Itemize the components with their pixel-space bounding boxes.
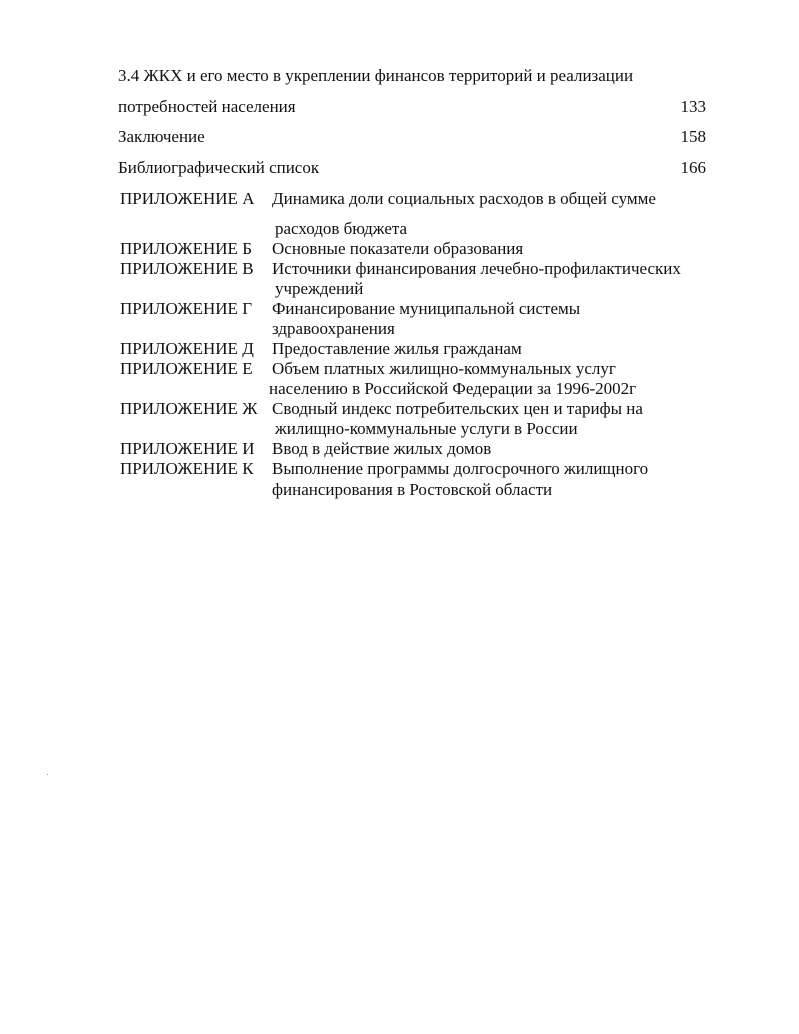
appendix-label: ПРИЛОЖЕНИЕ А — [120, 189, 255, 208]
appendix-title-continued: здравоохранения — [272, 319, 395, 338]
appendix-title-continued: расходов бюджета — [275, 219, 408, 238]
appendix-title: Выполнение программы долгосрочного жилищного — [272, 459, 649, 478]
appendix-title: Источники финансирования лечебно-профилактических — [272, 259, 681, 278]
appendix-label: ПРИЛОЖЕНИЕ И — [120, 439, 255, 458]
appendix-label: ПРИЛОЖЕНИЕ Е — [120, 359, 253, 378]
appendix-title: Ввод в действие жилых домов — [272, 439, 492, 458]
appendix-label: ПРИЛОЖЕНИЕ К — [120, 459, 254, 478]
appendix-title-continued: финансирования в Ростовской области — [272, 480, 553, 499]
toc-entry-bibliography: Библиографический список — [118, 158, 320, 177]
toc-entry-3-4-line1: 3.4 ЖКХ и его место в укреплении финансов территорий и реализации — [118, 66, 634, 85]
scan-speck — [47, 774, 48, 775]
appendix-title: Финансирование муниципальной системы — [272, 299, 581, 318]
toc-page-number: 133 — [680, 97, 706, 116]
appendix-title: Динамика доли социальных расходов в общей сумме — [272, 189, 656, 208]
appendix-label: ПРИЛОЖЕНИЕ Г — [120, 299, 253, 318]
appendix-title-continued: учреждений — [275, 279, 364, 298]
appendix-label: ПРИЛОЖЕНИЕ Б — [120, 239, 252, 258]
appendix-title: Объем платных жилищно-коммунальных услуг — [272, 359, 616, 378]
toc-entry-conclusion: Заключение — [118, 127, 205, 146]
appendix-title-continued: населению в Российской Федерации за 1996-2002г — [269, 379, 637, 398]
appendix-label: ПРИЛОЖЕНИЕ В — [120, 259, 254, 278]
appendix-title-continued: жилищно-коммунальные услуги в России — [275, 419, 578, 438]
appendix-title: Основные показатели образования — [272, 239, 524, 258]
toc-page-number: 166 — [680, 158, 706, 177]
appendix-label: ПРИЛОЖЕНИЕ Д — [120, 339, 254, 358]
appendix-label: ПРИЛОЖЕНИЕ Ж — [120, 399, 258, 418]
appendix-title: Предоставление жилья гражданам — [272, 339, 522, 358]
appendix-title: Сводный индекс потребительских цен и тарифы на — [272, 399, 643, 418]
toc-entry-3-4-line2: потребностей населения — [118, 97, 296, 116]
toc-page-number: 158 — [680, 127, 706, 146]
